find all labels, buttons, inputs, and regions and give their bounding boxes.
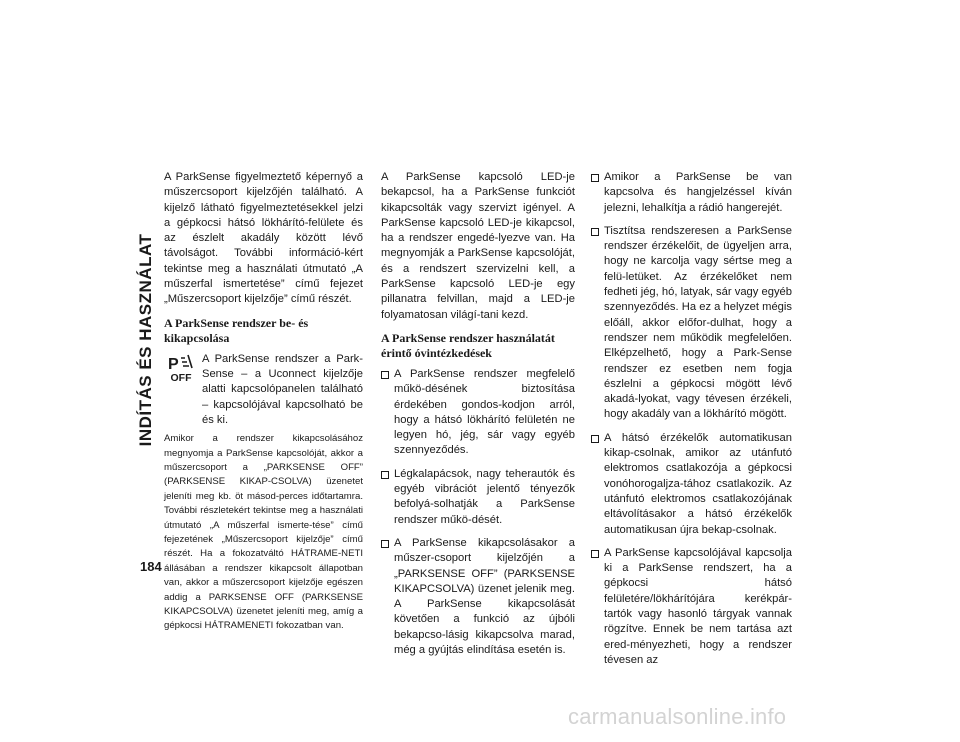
list-item: A ParkSense kapcsolójával kapcsolja ki a ParkSense rendszert, ha a gépkocsi hátsó felületére/lökhárítójára kerékpár-tartók vagy hasonló tárgyak vannak rögzítve. Ennek be nem tartása azt ered-ményezheti, hogy a rendszer tévesen az bbox=[591, 546, 792, 668]
paragraph-led: A ParkSense kapcsoló LED-je bekapcsol, ha a ParkSense funkciót kikapcsolták vagy szervizt igényel. A ParkSense kapcsoló LED-je kikapcsol, ha a rendszer engedé-lyezve van. Ha megnyomják a ParkSense kapcsolóját, és a rendszert szervizelni kell, a ParkSense kapcsoló LED-je egy pillanatra felvillan, majd a LED-je folyamatosan világí-tani kezd. bbox=[381, 171, 575, 321]
column-2 bbox=[381, 170, 575, 666]
column-1 bbox=[164, 170, 363, 634]
page-number: 184 bbox=[140, 559, 162, 574]
watermark: carmanualsonline.info bbox=[568, 704, 787, 729]
parksense-off-icon bbox=[164, 352, 198, 384]
column-3 bbox=[591, 170, 792, 676]
parksense-switch-text: A ParkSense rendszer a Park-Sense – a Uconnect kijelzője alatti kapcsolópanelen található – kapcsolójával kapcsolható be és ki. bbox=[202, 352, 363, 426]
list-item: A ParkSense rendszer megfelelő műkö-désének biztosítása érdekében gondos-kodjon arról, hogy a hátsó lökhárító felületén ne legyen hó, jég, sár vagy egyéb szennyeződés. bbox=[381, 367, 575, 459]
list-item: Tisztítsa rendszeresen a ParkSense rendszer érzékelőit, de ügyeljen arra, hogy ne karcolja vagy sértse meg a felü-letüket. Az érzékelőket nem fedheti jég, hó, latyak, sár vagy egyéb szennyeződés. Ha ez a helyzet mégis előáll, akkor előfor-dulhat, hogy a rendszer nem működik megfelelően. Elképzelhető, hogy a Park-Sense rendszer ez esetben nem fogja észlelni a gépkocsi mögött lévő akadá-lyokat, vagy tévesen érzékeli, hogy akadály van a lökhárító mögött. bbox=[591, 224, 792, 423]
parksense-symbol-icon bbox=[168, 354, 194, 372]
section-heading-on-off: A ParkSense rendszer be- és kikapcsolása bbox=[164, 315, 309, 345]
list-item: Légkalapácsok, nagy teherautók és egyéb vibrációt jelentő tényezők befolyá-solhatják a ParkSense rendszer műkö-dését. bbox=[381, 467, 575, 528]
chapter-side-tab bbox=[133, 160, 159, 520]
note-paragraph: Amikor a rendszer kikapcsolásához megnyomja a ParkSense kapcsolóját, akkor a műszercsoport a „PARKSENSE OFF” (PARKSENSE KIKAP-CSOLVA) üzenetet jeleníti meg kb. öt másod-perces időtartamra. További részletekért tekintse meg a használati útmutató „A műszerfal ismerte-tése” című fejezetének „Műszercsoport kijelzője” című részét. Ha a fokozatváltó HÁTRAME-NETI állásában a rendszer kikapcsolt állapotban van, akkor a műszercsoport kijelzője egészen addig a PARKSENSE OFF (PARKSENSE KIKAPCSOLVA) üzenetet jeleníti meg, amíg a gépkocsi HÁTRAMENETI fokozatban van. bbox=[164, 433, 363, 632]
parksense-off-label: OFF bbox=[170, 371, 192, 384]
list-item: Amikor a ParkSense be van kapcsolva és hangjelzéssel kíván jelezni, lehalkítja a rádió hangerejét. bbox=[591, 170, 792, 216]
list-item: A ParkSense kikapcsolásakor a műszer-csoport kijelzőjén a „PARKSENSE OFF” (PARKSENSE KIKAPCSOLVA) üzenet jelenik meg. A ParkSense kikapcsolását követően a funkció az újbóli bekapcso-lásig kikapcsolva marad, még a gyújtás elindítása esetén is. bbox=[381, 536, 575, 658]
paragraph-intro: A ParkSense figyelmeztető képernyő a műszercsoport kijelzőjén található. A kijelző látható figyelmeztetésekkel jelzi a gépkocsi hátsó lökhárító-felülete és az észlelt akadály között lévő távolságot. További információ-kért tekintse meg a használati útmutató „A műszerfal ismertetése” című fejezet „Műszercsoport kijelzője” című részét. bbox=[164, 171, 363, 306]
svg-text:P: P bbox=[168, 355, 179, 372]
list-item: A hátsó érzékelők automatikusan kikap-csolnak, amikor az utánfutó elektromos csatlakozója a gépkocsi vonóhorogaljza-tához csatlakozik. Az utánfutó elektromos csatlakozójának eltávolításakor a hátsó érzékelők automatikusan újra bekap-csolnak. bbox=[591, 431, 792, 538]
section-heading-precautions: A ParkSense rendszer használatát érintő óvintézkedések bbox=[381, 330, 555, 360]
parksense-switch-block bbox=[164, 352, 363, 428]
precautions-list bbox=[381, 367, 575, 658]
precautions-list-continued bbox=[591, 170, 792, 668]
chapter-title: INDÍTÁS ÉS HASZNÁLAT bbox=[136, 233, 155, 447]
